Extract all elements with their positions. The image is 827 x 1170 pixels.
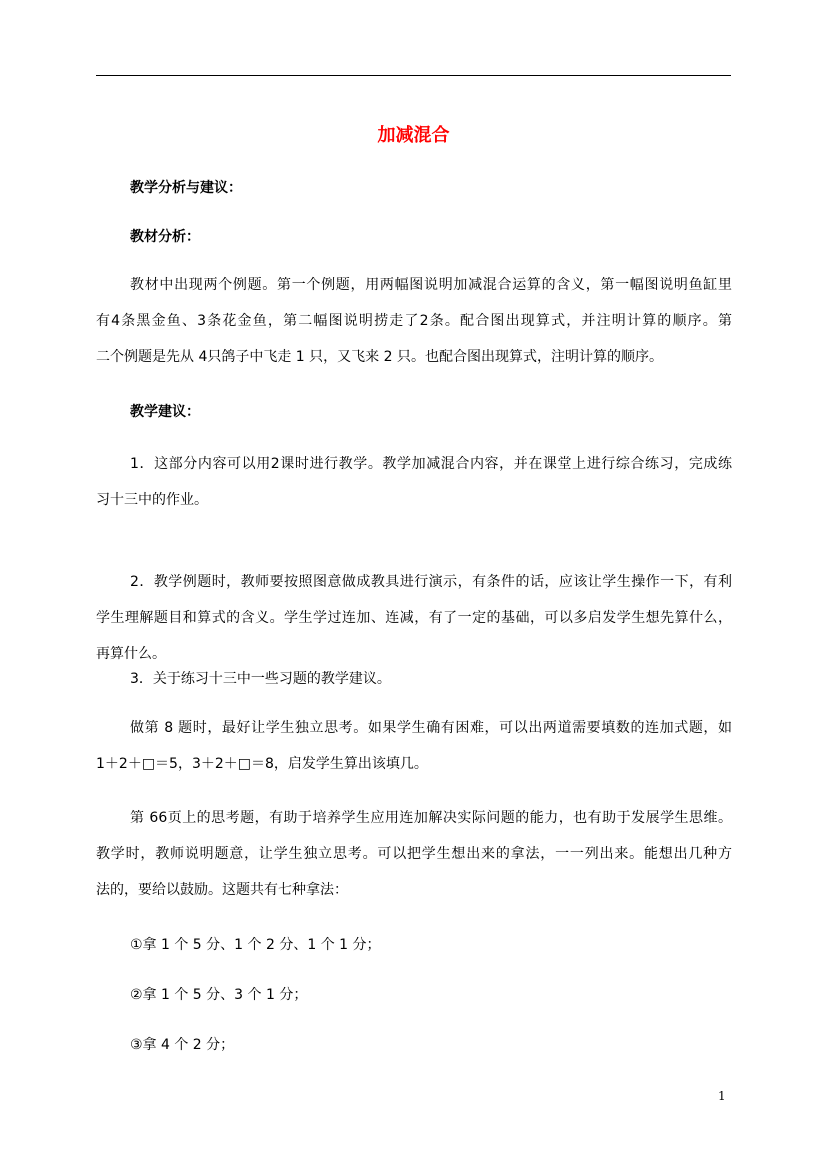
text-line: 教学时，教师说明题意，让学生独立思考。可以把学生想出来的拿法，一一列出来。能想出几种方 [96, 846, 732, 862]
paragraph-item-2 [96, 564, 732, 672]
text-line: 法的，要给以鼓励。这题共有七种拿法： [96, 882, 348, 898]
method-3: ③拿 4 个 2 分； [130, 1037, 235, 1053]
paragraph-question-8 [96, 710, 732, 782]
method-2: ②拿 1 个 5 分、3 个 1 分； [130, 987, 308, 1003]
paragraph-page-66 [96, 800, 732, 908]
paragraph-material [96, 267, 732, 375]
header-rule [96, 75, 731, 76]
method-1: ①拿 1 个 5 分、1 个 2 分、1 个 1 分； [130, 937, 381, 953]
text-line: 做第 8 题时，最好让学生独立思考。如果学生确有困难，可以出两道需要填数的连加式题，如 [130, 720, 732, 736]
heading-material: 教材分析： [130, 229, 200, 245]
document-title: 加减混合 [377, 125, 450, 146]
text-line: 第 66页上的思考题，有助于培养学生应用连加解决实际问题的能力，也有助于发展学生思维。 [130, 810, 732, 826]
text-line: 二个例题是先从 4只鸽子中飞走 1 只，又飞来 2 只。也配合图出现算式，注明计算的顺序。 [96, 349, 663, 365]
text-line: 教材中出现两个例题。第一个例题，用两幅图说明加减混合运算的含义，第一幅图说明鱼缸里 [130, 277, 732, 293]
heading-suggestion: 教学建议： [130, 404, 200, 420]
text-line: 1＋2＋□＝5，3＋2＋□＝8，启发学生算出该填几。 [96, 756, 428, 772]
text-line: 2．教学例题时，教师要按照图意做成教具进行演示，有条件的话，应该让学生操作一下，有利 [130, 574, 732, 590]
heading-analysis: 教学分析与建议： [130, 180, 242, 196]
page-number: 1 [718, 1089, 726, 1103]
text-line: 有4条黑金鱼、3条花金鱼，第二幅图说明捞走了2条。配合图出现算式，并注明计算的顺序。第 [96, 313, 732, 329]
text-line: 习十三中的作业。 [96, 492, 208, 508]
paragraph-item-1 [96, 446, 732, 518]
text-line: 再算什么。 [96, 646, 166, 662]
item-3: 3．关于练习十三中一些习题的教学建议。 [130, 671, 391, 687]
text-line: 学生理解题目和算式的含义。学生学过连加、连减，有了一定的基础，可以多启发学生想先算什么， [96, 610, 732, 626]
text-line: 1．这部分内容可以用2课时进行教学。教学加减混合内容，并在课堂上进行综合练习，完成练 [130, 456, 732, 472]
